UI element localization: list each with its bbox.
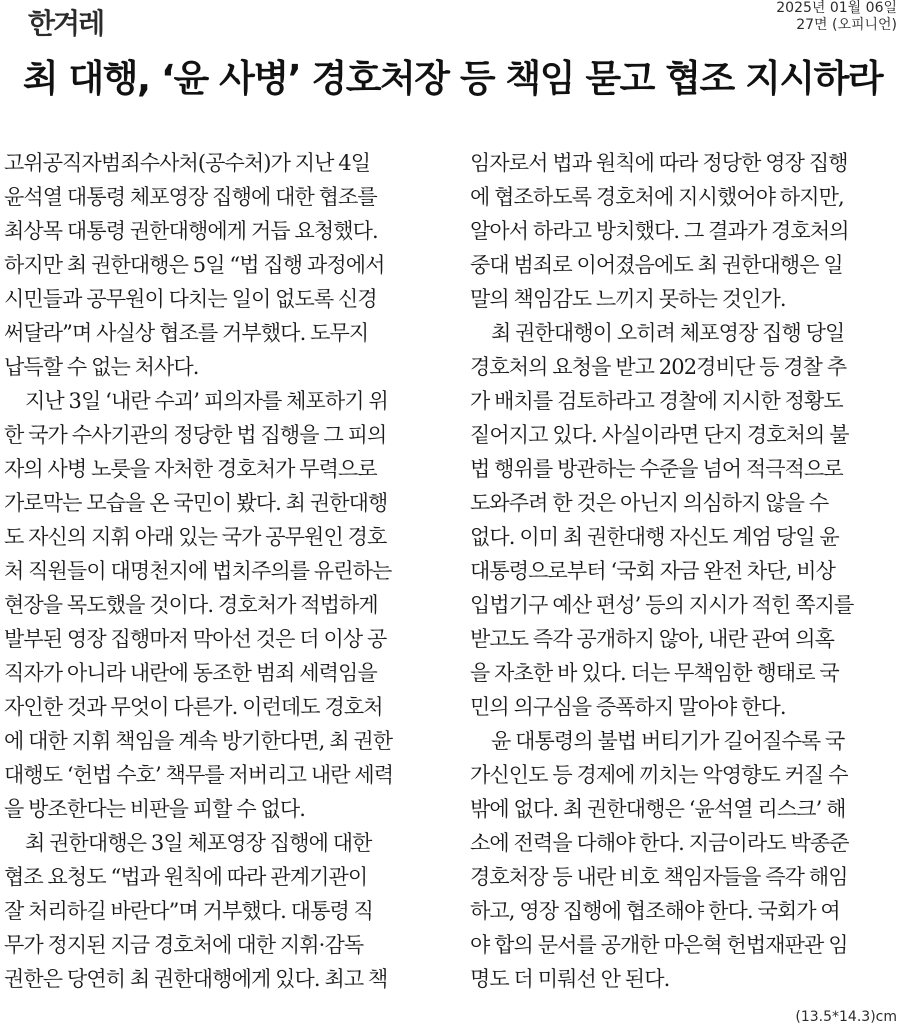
article-line: 자인한 것과 무엇이 다른가. 이런데도 경호처 xyxy=(4,695,383,719)
article-line: 없다. 이미 최 권한대행 자신도 계엄 당일 윤 xyxy=(470,525,839,549)
article-line: 법 행위를 방관하는 수준을 넘어 적극적으로 xyxy=(470,457,843,481)
article-line: 현장을 목도했을 것이다. 경호처가 적법하게 xyxy=(4,593,378,617)
article-line: 하지만 최 권한대행은 5일 “법 집행 과정에서 xyxy=(4,253,385,277)
article-line: 윤 대통령의 불법 버티기가 길어질수록 국 xyxy=(491,729,845,753)
article-line: 을 자초한 바 있다. 더는 무책임한 행태로 국 xyxy=(470,661,839,685)
article-meta xyxy=(776,0,897,34)
newspaper-logo: 한겨레 xyxy=(28,7,104,40)
article-line: 하고, 영장 집행에 협조해야 한다. 국회가 여 xyxy=(470,899,840,923)
article-body xyxy=(0,146,905,992)
page-section: 27면 (오피니언) xyxy=(796,17,897,33)
article-line: 민의 의구심을 증폭하지 말아야 한다. xyxy=(470,695,786,719)
article-line: 말의 책임감도 느끼지 못하는 것인가. xyxy=(470,287,786,311)
article-line: 대행도 ‘헌법 수호’ 책무를 저버리고 내란 세력 xyxy=(4,763,394,787)
article-line: 대통령으로부터 ‘국회 자금 완전 차단, 비상 xyxy=(470,559,835,583)
article-line: 윤석열 대통령 체포영장 집행에 대한 협조를 xyxy=(4,185,377,209)
article-line: 직자가 아니라 내란에 동조한 범죄 세력임을 xyxy=(4,661,377,685)
article-line: 처 직원들이 대명천지에 법치주의를 유린하는 xyxy=(4,559,392,583)
article-line: 소에 전력을 다해야 한다. 지금이라도 박종준 xyxy=(470,831,849,855)
publication-date: 2025년 01월 06일 xyxy=(776,0,897,16)
article-line: 알아서 하라고 방치했다. 그 결과가 경호처의 xyxy=(470,219,849,243)
article-line: 지난 3일 ‘내란 수괴’ 피의자를 체포하기 위 xyxy=(25,389,388,413)
article-line: 한 국가 수사기관의 정당한 법 집행을 그 피의 xyxy=(4,423,387,447)
article-line: 임자로서 법과 원칙에 따라 정당한 영장 집행 xyxy=(470,151,848,175)
article-line: 도와주려 한 것은 아닌지 의심하지 않을 수 xyxy=(470,491,829,515)
headline: 최 대행, ‘윤 사병’ 경호처장 등 책임 묻고 협조 지시하라 xyxy=(22,57,883,100)
article-line: 협조 요청도 “법과 원칙에 따라 관계기관이 xyxy=(4,865,368,889)
article-line: 자의 사병 노릇을 자처한 경호처가 무력으로 xyxy=(4,457,377,481)
article-column-left xyxy=(4,146,436,996)
article-line: 명도 더 미뤄선 안 된다. xyxy=(470,967,670,991)
article-line: 무가 정지된 지금 경호처에 대한 지휘·감독 xyxy=(4,933,364,957)
article-line: 중대 범죄로 이어졌음에도 최 권한대행은 일 xyxy=(470,253,843,277)
article-line: 입법기구 예산 편성’ 등의 지시가 적힌 쪽지를 xyxy=(470,593,854,617)
article-line: 시민들과 공무원이 다치는 일이 없도록 신경 xyxy=(4,287,377,311)
article-line: 가 배치를 검토하라고 경찰에 지시한 정황도 xyxy=(470,389,843,413)
article-line: 최 권한대행이 오히려 체포영장 집행 당일 xyxy=(491,321,845,345)
article-line: 납득할 수 없는 처사다. xyxy=(4,355,199,379)
article-line: 잘 처리하길 바란다”며 거부했다. 대통령 직 xyxy=(4,899,374,923)
article-column-right xyxy=(470,146,902,996)
article-line: 야 합의 문서를 공개한 마은혁 헌법재판관 임 xyxy=(470,933,848,957)
article-line: 도 자신의 지휘 아래 있는 국가 공무원인 경호 xyxy=(4,525,387,549)
article-line: 써달라”며 사실상 협조를 거부했다. 도무지 xyxy=(4,321,369,345)
article-line: 을 방조한다는 비판을 피할 수 없다. xyxy=(4,797,306,821)
article-line: 경호처의 요청을 받고 202경비단 등 경찰 추 xyxy=(470,355,847,379)
article-line: 발부된 영장 집행마저 막아선 것은 더 이상 공 xyxy=(4,627,387,651)
article-line: 고위공직자범죄수사처(공수처)가 지난 4일 xyxy=(4,151,371,175)
clipping-size: (13.5*14.3)cm xyxy=(795,1009,897,1025)
article-line: 에 대한 지휘 책임을 계속 방기한다면, 최 권한 xyxy=(4,729,393,753)
article-line: 가로막는 모습을 온 국민이 봤다. 최 권한대행 xyxy=(4,491,388,515)
article-line: 최 권한대행은 3일 체포영장 집행에 대한 xyxy=(25,831,372,855)
article-line: 경호처장 등 내란 비호 책임자들을 즉각 해임 xyxy=(470,865,848,889)
article-line: 에 협조하도록 경호처에 지시했어야 하지만, xyxy=(470,185,844,209)
article-line: 권한은 당연히 최 권한대행에게 있다. 최고 책 xyxy=(4,967,388,991)
article-line: 밖에 없다. 최 권한대행은 ‘윤석열 리스크’ 해 xyxy=(470,797,846,821)
article-line: 받고도 즉각 공개하지 않아, 내란 관여 의혹 xyxy=(470,627,834,651)
article-line: 가신인도 등 경제에 끼치는 악영향도 커질 수 xyxy=(470,763,848,787)
article-line: 최상목 대통령 권한대행에게 거듭 요청했다. xyxy=(4,219,378,243)
article-line: 짙어지고 있다. 사실이라면 단지 경호처의 불 xyxy=(470,423,849,447)
